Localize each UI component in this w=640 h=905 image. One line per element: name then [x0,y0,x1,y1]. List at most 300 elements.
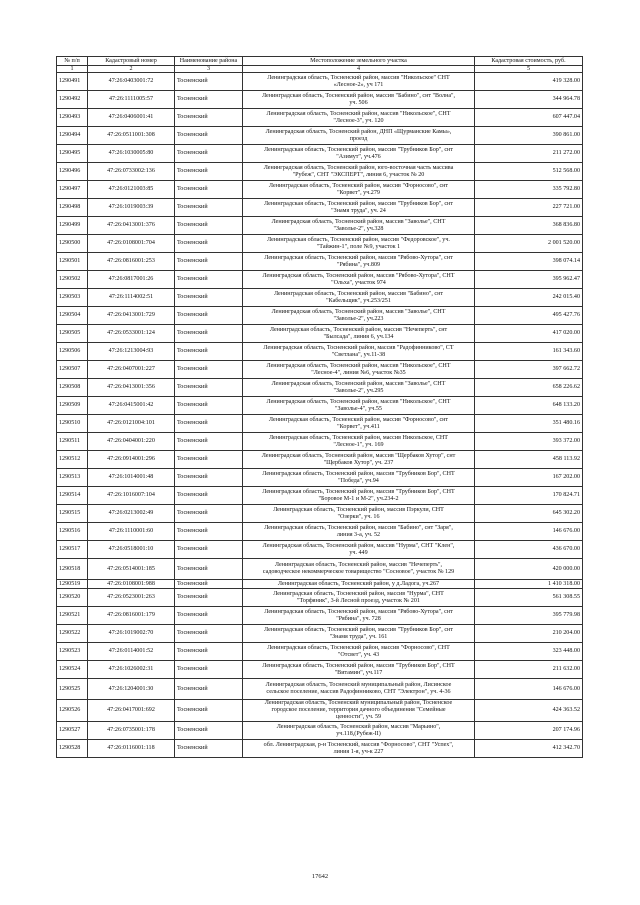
location-line: Ленинградская область, Тосненский район, массив "Заволье", СНТ [271,308,446,315]
district-name: Тосненский [175,700,243,722]
row-number: 1290499 [57,217,88,235]
cadastral-number: 47:26:0417001:692 [88,700,175,722]
location-line: "Азимут", уч.476 [336,153,381,160]
land-plot-location [243,643,475,661]
cadastral-value: 495 427.76 [475,307,583,325]
district-name: Тосненский [175,580,243,589]
district-name: Тосненский [175,379,243,397]
location-line: "Озерки", уч. 16 [337,513,380,520]
table-row [57,625,583,643]
district-name: Тосненский [175,740,243,758]
location-line: Ленинградская область, Тосненский район, массив "Нечеперть", снт [269,326,448,333]
row-number: 1290491 [57,73,88,91]
land-plot-location [243,271,475,289]
cadastral-number: 47:26:0413001:376 [88,217,175,235]
column-number: 5 [475,66,583,73]
cadastral-number: 47:26:0518001:10 [88,541,175,559]
row-number: 1290493 [57,109,88,127]
row-number: 1290498 [57,199,88,217]
document-sheet [56,56,582,758]
land-plot-location [243,163,475,181]
cadastral-value: 323 448.00 [475,643,583,661]
cadastral-value: 242 015.40 [475,289,583,307]
row-number: 1290520 [57,589,88,607]
cadastral-value: 395 779.98 [475,607,583,625]
land-plot-location [243,469,475,487]
column-number: 2 [88,66,175,73]
cadastral-number: 47:26:0735001:178 [88,722,175,740]
cadastral-number: 47:26:1204001:30 [88,679,175,700]
cadastral-value: 211 272.00 [475,145,583,163]
table-row [57,235,583,253]
cadastral-number: 47:26:1014001:48 [88,469,175,487]
location-line: "Корвет", уч.279 [337,189,380,196]
district-name: Тосненский [175,415,243,433]
cadastral-value: 412 342.70 [475,740,583,758]
location-line: Ленинградская область, Тосненский район, массив "Заволье", СНТ [271,380,446,387]
location-line: "Светлана", уч.11-38 [331,351,386,358]
location-line: Ленинградская область, Тосненский район, массив "Трубников Бор", снт [264,146,453,153]
table-row [57,541,583,559]
table-row [57,505,583,523]
district-name: Тосненский [175,523,243,541]
cadastral-number: 47:26:0406001:41 [88,109,175,127]
table-row [57,589,583,607]
cadastral-number: 47:26:1019002:70 [88,625,175,643]
district-name: Тосненский [175,127,243,145]
district-name: Тосненский [175,217,243,235]
table-row [57,580,583,589]
district-name: Тосненский [175,163,243,181]
location-line: Ленинградская область, Тосненский район, юго-восточная часть массива [263,164,454,171]
row-number: 1290503 [57,289,88,307]
cadastral-value: 351 480.16 [475,415,583,433]
location-line: ценности", уч. 59 [335,714,382,720]
cadastral-number: 47:26:0213002:49 [88,505,175,523]
location-line: "Победа", уч.94 [338,477,379,484]
table-row [57,607,583,625]
table-row [57,325,583,343]
location-line: "Ольха", участок 974 [331,279,386,286]
land-plot-location [243,679,475,700]
row-number: 1290512 [57,451,88,469]
row-number: 1290496 [57,163,88,181]
location-line: «Лесное-2», уч 171 [333,81,384,88]
cadastral-number: 47:26:0404001:220 [88,433,175,451]
cadastral-value: 207 174.96 [475,722,583,740]
location-line: "Щербаков Хутор", уч. 237 [323,459,394,466]
table-body [57,73,583,758]
table-row [57,217,583,235]
row-number: 1290527 [57,722,88,740]
location-line: "Знамя труда", уч. 24 [331,207,386,214]
cadastral-value: 1 410 318.00 [475,580,583,589]
land-plot-location [243,433,475,451]
district-name: Тосненский [175,505,243,523]
land-plot-location [243,625,475,643]
row-number: 1290517 [57,541,88,559]
table-row [57,559,583,580]
cadastral-value: 146 676.00 [475,523,583,541]
location-line: Ленинградская область, Тосненский район, массив Пэркули, СНТ [273,506,444,513]
district-name: Тосненский [175,451,243,469]
location-line: Ленинградская область, Тосненский муниципальный район, Лисинское [265,682,452,688]
row-number: 1290518 [57,559,88,580]
land-plot-location [243,559,475,580]
table-row [57,307,583,325]
land-plot-location [243,451,475,469]
location-line: Ленинградская область, Тосненский район, массив "Никольское", СНТ [266,362,451,369]
district-name: Тосненский [175,487,243,505]
location-line: "Лесное-4", линия №6, участок №35 [311,369,406,376]
cadastral-number: 47:26:0121003:85 [88,181,175,199]
cadastral-value-table [56,56,583,758]
cadastral-number: 47:26:0914001:296 [88,451,175,469]
location-line: "Отсвет", уч. 43 [337,651,380,658]
table-row [57,145,583,163]
district-name: Тосненский [175,325,243,343]
row-number: 1290526 [57,700,88,722]
table-row [57,397,583,415]
district-name: Тосненский [175,307,243,325]
cadastral-value: 417 020.00 [475,325,583,343]
table-row [57,643,583,661]
row-number: 1290492 [57,91,88,109]
table-row [57,523,583,541]
location-line: "Рубеж", СНТ "ЭКСПЕРТ", линия 6, участок № 20 [292,171,425,178]
land-plot-location [243,487,475,505]
land-plot-location [243,541,475,559]
row-number: 1290509 [57,397,88,415]
land-plot-location [243,379,475,397]
location-line: "Кабельщик", уч.253/251 [326,297,391,304]
row-number: 1290508 [57,379,88,397]
table-row [57,740,583,758]
cadastral-number: 47:26:1213004:93 [88,343,175,361]
cadastral-value: 167 202.00 [475,469,583,487]
table-row [57,661,583,679]
cadastral-number: 47:26:0108001:988 [88,580,175,589]
cadastral-number: 47:26:0116001:118 [88,740,175,758]
location-line: "Рябина", уч. 728 [336,615,381,622]
location-line: обл. Ленинградская, р-н Тосненский, массив "Форносово", СНТ "Успех", [263,741,454,748]
district-name: Тосненский [175,643,243,661]
column-number-row [57,66,583,73]
district-name: Тосненский [175,199,243,217]
land-plot-location [243,73,475,91]
cadastral-value: 512 568.00 [475,163,583,181]
table-row [57,163,583,181]
table-row [57,253,583,271]
header-cell: Кадастровая стоимость, руб. [475,57,583,66]
cadastral-number: 47:26:1110001:60 [88,523,175,541]
cadastral-number: 47:26:1016007:104 [88,487,175,505]
row-number: 1290506 [57,343,88,361]
location-line: "Заволье-4", уч.55 [335,405,382,412]
location-line: Ленинградская область, Тосненский район, массив "Нурма", СНТ [273,590,444,597]
row-number: 1290497 [57,181,88,199]
cadastral-value: 227 721.00 [475,199,583,217]
land-plot-location [243,415,475,433]
land-plot-location [243,343,475,361]
cadastral-value: 607 447.04 [475,109,583,127]
location-line: "Лесное-1", уч. 169 [333,441,384,448]
district-name: Тосненский [175,559,243,580]
table-header-row [57,57,583,66]
land-plot-location [243,722,475,740]
cadastral-number: 47:26:1114002:51 [88,289,175,307]
location-line: Ленинградская область, Тосненский район, массив "Трубников Бор", СНТ [262,662,455,669]
column-number: 4 [243,66,475,73]
district-name: Тосненский [175,433,243,451]
location-line: Ленинградская область, Тосненский район, массив "Форносово", снт [268,416,449,423]
location-line: "Заволье-2", уч.328 [333,225,384,232]
land-plot-location [243,589,475,607]
location-line: Ленинградская область, Тосненский район, массив "Никольское", СНТ [266,398,451,405]
location-line: "Знамя труда", уч. 161 [329,633,388,640]
land-plot-location [243,607,475,625]
location-line: Ленинградская область, Тосненский район, массив "Трубников Бор", СНТ [262,470,455,477]
district-name: Тосненский [175,181,243,199]
land-plot-location [243,580,475,589]
location-line: Ленинградская область, Тосненский район, массив "Никольское", СНТ [266,110,451,117]
cadastral-number: 47:26:0415001:42 [88,397,175,415]
cadastral-value: 398 074.14 [475,253,583,271]
cadastral-value: 424 363.52 [475,700,583,722]
cadastral-value: 397 662.72 [475,361,583,379]
location-line: Ленинградская область, Тосненский район, массив "Форносово", СНТ [267,644,450,651]
table-row [57,91,583,109]
land-plot-location [243,217,475,235]
table-row [57,109,583,127]
location-line: Ленинградская область, Тосненский район, массив "Марьино", [276,723,441,730]
location-line: Ленинградская область, Тосненский район, массив "Трубников Бор", СНТ [262,488,455,495]
district-name: Тосненский [175,91,243,109]
cadastral-value: 658 226.62 [475,379,583,397]
cadastral-number: 47:26:0121004:101 [88,415,175,433]
cadastral-number: 47:26:0816001:179 [88,607,175,625]
cadastral-value: 458 113.92 [475,451,583,469]
location-line: линия 1-я, уч-к 227 [333,748,384,755]
cadastral-number: 47:26:0733002:136 [88,163,175,181]
cadastral-value: 395 962.47 [475,271,583,289]
cadastral-number: 47:26:0407001:227 [88,361,175,379]
cadastral-number: 47:26:0511001:308 [88,127,175,145]
land-plot-location [243,145,475,163]
district-name: Тосненский [175,607,243,625]
row-number: 1290494 [57,127,88,145]
location-line: "Заволье-2", уч.223 [333,315,384,322]
location-line: Ленинградская область, Тосненский район, массив "Нечеперть", [274,562,443,568]
land-plot-location [243,361,475,379]
location-line: "Лесное-3", уч. 120 [333,117,384,124]
table-row [57,379,583,397]
district-name: Тосненский [175,397,243,415]
location-line: Ленинградская область, Тосненский район, массив "Нурма", СНТ "Клен", [262,542,455,549]
land-plot-location [243,325,475,343]
cadastral-value: 648 133.20 [475,397,583,415]
location-line: "Рябина", уч.809 [336,261,381,268]
row-number: 1290514 [57,487,88,505]
location-line: Ленинградская область, Тосненский район, массив "Рябово-Хутора", снт [264,254,453,261]
land-plot-location [243,661,475,679]
row-number: 1290519 [57,580,88,589]
location-line: Ленинградская область, Тосненский район, массив Никольское, СНТ [268,434,449,441]
land-plot-location [243,289,475,307]
district-name: Тосненский [175,343,243,361]
land-plot-location [243,397,475,415]
row-number: 1290505 [57,325,88,343]
cadastral-value: 344 964.78 [475,91,583,109]
header-cell: № п/п [57,57,88,66]
table-row [57,487,583,505]
land-plot-location [243,235,475,253]
location-line: Ленинградская область, Тосненский район, массив "Форносово", снт [268,182,449,189]
district-name: Тосненский [175,722,243,740]
row-number: 1290523 [57,643,88,661]
land-plot-location [243,740,475,758]
row-number: 1290521 [57,607,88,625]
district-name: Тосненский [175,73,243,91]
location-line: садоводческое некоммерческое товарищество "Сосновое", участок № 129 [262,569,455,575]
row-number: 1290504 [57,307,88,325]
cadastral-number: 47:26:1111005:57 [88,91,175,109]
cadastral-number: 47:26:0817001:26 [88,271,175,289]
cadastral-number: 47:26:1019003:39 [88,199,175,217]
cadastral-number: 47:26:0533001:124 [88,325,175,343]
table-row [57,73,583,91]
cadastral-value: 2 001 520.00 [475,235,583,253]
district-name: Тосненский [175,661,243,679]
cadastral-number: 47:26:0413001:729 [88,307,175,325]
location-line: Ленинградская область, Тосненский район, ДНП «Щурманские Камы», [265,128,452,135]
row-number: 1290507 [57,361,88,379]
table-row [57,451,583,469]
location-line: Ленинградская область, Тосненский район, массив "Федоровское", уч. [267,236,450,243]
cadastral-number: 47:26:0523001:263 [88,589,175,607]
table-row [57,127,583,145]
land-plot-location [243,523,475,541]
cadastral-number: 47:26:0114001:52 [88,643,175,661]
location-line: сельское поселение, массив Радофинниково, СНТ "Электрон", уч. 4-36 [266,689,451,695]
land-plot-location [243,253,475,271]
cadastral-number: 47:26:0403001:72 [88,73,175,91]
location-line: Ленинградская область, Тосненский район, массив "Никольское" СНТ [267,74,450,81]
cadastral-value: 146 676.00 [475,679,583,700]
cadastral-value: 436 670.00 [475,541,583,559]
table-row [57,343,583,361]
row-number: 1290522 [57,625,88,643]
district-name: Тосненский [175,361,243,379]
land-plot-location [243,199,475,217]
location-line: Ленинградская область, Тосненский район, массив "Трубников Бор", снт [264,626,453,633]
district-name: Тосненский [175,679,243,700]
header-cell: Кадастровый номер [88,57,175,66]
location-line: "Витамин", уч.117 [334,669,383,676]
row-number: 1290510 [57,415,88,433]
table-row [57,271,583,289]
location-line: Ленинградская область, Тосненский район, массив "Заволье", СНТ [271,218,446,225]
table-row [57,722,583,740]
district-name: Тосненский [175,145,243,163]
cadastral-number: 47:26:1026002:31 [88,661,175,679]
cadastral-number: 47:26:0816001:253 [88,253,175,271]
cadastral-value: 420 000.00 [475,559,583,580]
cadastral-value: 561 308.55 [475,589,583,607]
district-name: Тосненский [175,625,243,643]
district-name: Тосненский [175,235,243,253]
location-line: уч.118,(Рубеж-II) [336,730,381,737]
district-name: Тосненский [175,541,243,559]
location-line: Ленинградская область, Тосненский район, массив "Щербаков Хутор", снт [261,452,456,459]
cadastral-number: 47:26:1030005:80 [88,145,175,163]
location-line: Ленинградская область, Тосненский район, массив "Трубников Бор", снт [264,200,453,207]
row-number: 1290501 [57,253,88,271]
cadastral-value: 645 302.20 [475,505,583,523]
header-cell: Наименование района [175,57,243,66]
district-name: Тосненский [175,289,243,307]
location-line: Ленинградская область, Тосненский муниципальный район, Тосненское [264,700,453,706]
cadastral-value: 335 792.80 [475,181,583,199]
table-row [57,415,583,433]
location-line: Ленинградская область, Тосненский район, массив "Радофинниково", СТ [263,344,454,351]
cadastral-value: 210 204.00 [475,625,583,643]
location-line: "Торфяник", 3-й Лесной проезд, участок № 201 [297,597,420,604]
cadastral-number: 47:26:0514001:185 [88,559,175,580]
column-number: 3 [175,66,243,73]
cadastral-value: 368 836.80 [475,217,583,235]
location-line: Ленинградская область, Тосненский район, массив "Рябово-Хутора", СНТ [262,272,455,279]
row-number: 1290495 [57,145,88,163]
cadastral-number: 47:26:0108001:704 [88,235,175,253]
location-line: "Заволье-2", уч.295 [333,387,384,394]
location-line: линия 3-а, уч. 52 [336,531,381,538]
cadastral-value: 170 824.71 [475,487,583,505]
location-line: Ленинградская область, Тосненский район, массив "Бабино", снт [273,290,444,297]
land-plot-location [243,109,475,127]
cadastral-value: 211 632.00 [475,661,583,679]
land-plot-location [243,181,475,199]
page-number: 17642 [311,873,329,880]
district-name: Тосненский [175,469,243,487]
location-line: "Былсада", линия 6, уч.134 [323,333,394,340]
cadastral-value: 161 343.60 [475,343,583,361]
table-row [57,199,583,217]
location-line: проезд [349,135,368,142]
table-row [57,679,583,700]
location-line: Ленинградская область, Тосненский район, массив "Бабино", снт "Волна", [261,92,456,99]
land-plot-location [243,505,475,523]
table-row [57,433,583,451]
row-number: 1290513 [57,469,88,487]
row-number: 1290524 [57,661,88,679]
row-number: 1290500 [57,235,88,253]
location-line: "Тайжин-1", поле №9, участок 1 [316,243,401,250]
row-number: 1290516 [57,523,88,541]
table-row [57,469,583,487]
row-number: 1290525 [57,679,88,700]
table-row [57,181,583,199]
location-line: "Боровое М-1 и М-2", уч.234-2 [318,495,399,502]
land-plot-location [243,307,475,325]
row-number: 1290528 [57,740,88,758]
table-row [57,361,583,379]
land-plot-location [243,700,475,722]
location-line: Ленинградская область, Тосненский район, массив "Бабино", снт "Заря", [264,524,453,531]
location-line: уч. 506 [349,99,368,106]
column-number: 1 [57,66,88,73]
district-name: Тосненский [175,253,243,271]
